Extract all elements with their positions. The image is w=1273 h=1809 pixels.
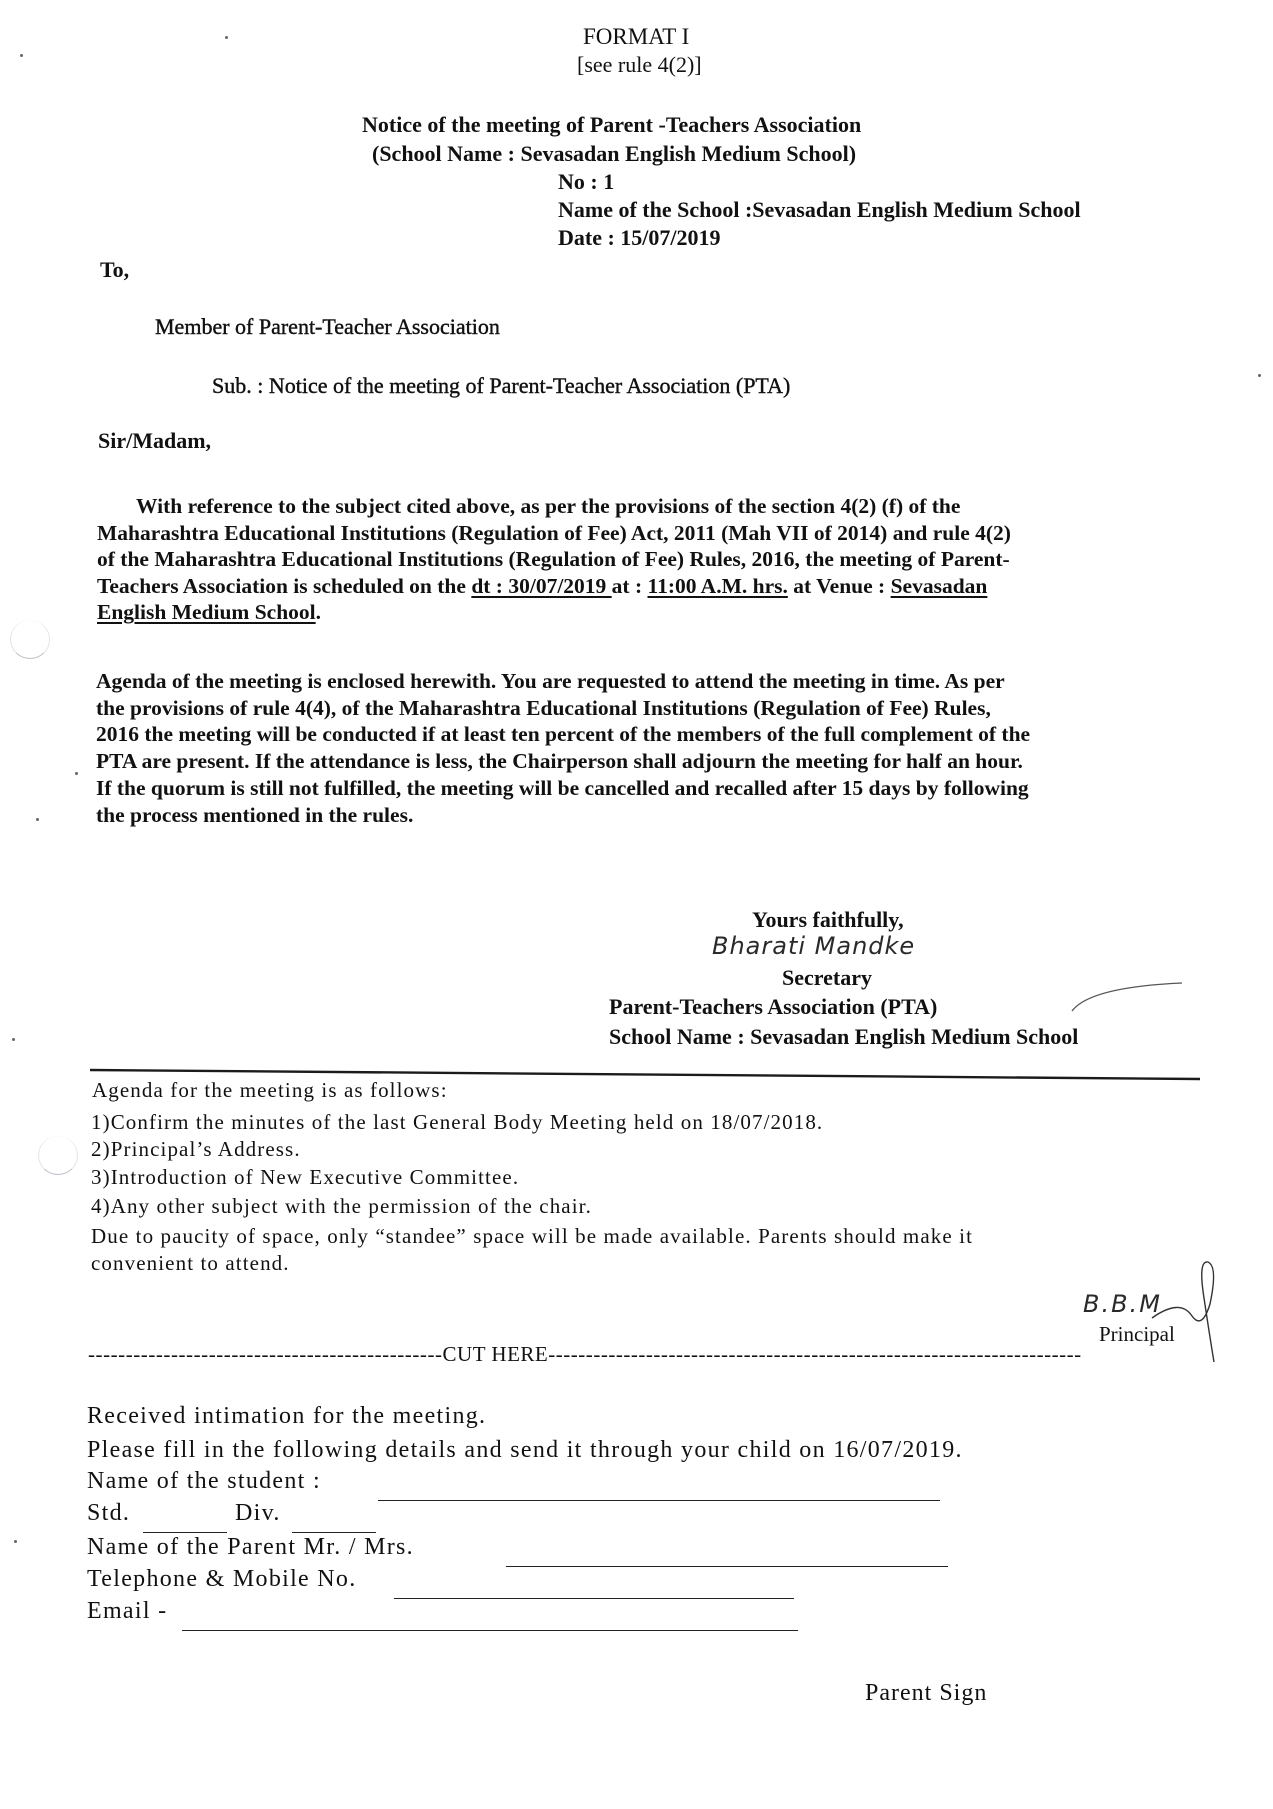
para2-line: the process mentioned in the rules. [96, 802, 414, 827]
cut-dashes-left: ----------------------------------------------- [88, 1342, 443, 1366]
para2-line: the provisions of rule 4(4), of the Maharashtra Educational Institutions (Regulation of Fee) Rules, [96, 695, 991, 720]
std-field[interactable] [143, 1532, 227, 1533]
signatory-org: Parent-Teachers Association (PTA) [609, 994, 938, 1019]
meeting-venue-cont: English Medium School [97, 600, 316, 624]
scan-speck [12, 1038, 15, 1041]
div-label: Div. [235, 1500, 281, 1526]
agenda-note: convenient to attend. [91, 1251, 290, 1275]
pen-stroke-mark [1070, 975, 1190, 1015]
div-field[interactable] [292, 1532, 376, 1533]
phone-field[interactable] [394, 1598, 794, 1599]
scan-speck [75, 772, 78, 775]
scan-speck [225, 36, 228, 39]
meeting-date: dt : 30/07/2019 [471, 573, 612, 598]
para2-line: PTA are present. If the attendance is less, the Chairperson shall adjourn the meeting for half an hour. [96, 749, 1023, 774]
punch-hole-mark [38, 1136, 78, 1175]
para1-line: Maharashtra Educational Institutions (Regulation of Fee) Act, 2011 (Mah VII of 2014) and rule 4(2) [97, 520, 1011, 545]
scan-speck [20, 54, 23, 57]
parent-name-label: Name of the Parent Mr. / Mrs. [87, 1534, 414, 1560]
agenda-item: 1)Confirm the minutes of the last General Body Meeting held on 18/07/2018. [91, 1110, 824, 1134]
agenda-note: Due to paucity of space, only “standee” space will be made available. Parents should make it [91, 1224, 974, 1248]
body-paragraph-reference [97, 493, 1011, 626]
scan-speck [14, 1540, 17, 1543]
notice-number: No : 1 [558, 169, 615, 194]
salutation: Sir/Madam, [98, 428, 212, 453]
principal-label: Principal [1099, 1322, 1175, 1346]
meeting-time: 11:00 A.M. hrs. [647, 573, 788, 598]
school-name-line: (School Name : Sevasadan English Medium School) [372, 141, 857, 166]
notice-title: Notice of the meeting of Parent -Teachers Association [362, 112, 862, 137]
student-name-field[interactable] [378, 1500, 940, 1501]
notice-date: Date : 15/07/2019 [558, 225, 721, 250]
format-title: FORMAT I [583, 24, 690, 49]
body-paragraph-agenda-notice [96, 668, 1030, 828]
email-label: Email - [87, 1598, 168, 1624]
signatory-school: School Name : Sevasadan English Medium School [609, 1024, 1079, 1049]
closing: Yours faithfully, [752, 907, 904, 932]
rule-reference: [see rule 4(2)] [577, 52, 702, 77]
punch-hole-mark [10, 620, 50, 659]
principal-initials: B.B.M [1083, 1290, 1162, 1318]
agenda-item: 3)Introduction of New Executive Committee. [91, 1165, 520, 1189]
signatory-role: Secretary [782, 965, 872, 990]
para1-line: of the Maharashtra Educational Institutions (Regulation of Fee) Rules, 2016, the meeting of Parent- [97, 547, 1010, 571]
secretary-signature: Bharati Mandke [712, 932, 916, 960]
scan-speck [1258, 374, 1261, 377]
name-of-school: Name of the School :Sevasadan English Medium School [558, 197, 1081, 222]
email-field[interactable] [182, 1630, 798, 1631]
para1-line: English Medium School. [97, 600, 322, 624]
parent-name-field[interactable] [506, 1566, 948, 1567]
agenda-item: 4)Any other subject with the permission of the chair. [91, 1194, 592, 1218]
para2-line: 2016 the meeting will be conducted if at least ten percent of the members of the full complement of the [96, 722, 1031, 747]
student-name-label: Name of the student : [87, 1468, 321, 1494]
agenda-heading: Agenda for the meeting is as follows: [92, 1078, 448, 1102]
cut-here-line [88, 1342, 1082, 1367]
para2-line: If the quorum is still not fulfilled, the meeting will be cancelled and recalled after 15 days by following [96, 775, 1029, 800]
subject-line: Sub. : Notice of the meeting of Parent-Teacher Association (PTA) [212, 373, 791, 398]
scan-speck [36, 818, 39, 821]
principal-signature-flourish [1150, 1258, 1230, 1368]
cut-dashes-right: ----------------------------------------------------------------------- [548, 1342, 1082, 1366]
to-label: To, [100, 257, 130, 282]
cut-here-label: CUT HERE [442, 1342, 549, 1366]
form-instruction: Please fill in the following details and send it through your child on 16/07/2019. [87, 1437, 963, 1463]
parent-sign-label: Parent Sign [865, 1680, 988, 1706]
recipient: Member of Parent-Teacher Association [155, 314, 500, 339]
para1-line: Teachers Association is scheduled on the dt : 30/07/2019 at : 11:00 A.M. hrs. at Venue : Sevasadan [97, 573, 988, 598]
meeting-venue: Sevasadan [890, 573, 988, 598]
received-intimation: Received intimation for the meeting. [87, 1403, 487, 1429]
para2-line: Agenda of the meeting is enclosed herewith. You are requested to attend the meeting in time. As per [96, 669, 1005, 693]
para1-line: With reference to the subject cited above, as per the provisions of the section 4(2) (f) of the [136, 494, 961, 518]
agenda-item: 2)Principal’s Address. [91, 1137, 301, 1161]
std-label: Std. [87, 1500, 131, 1526]
phone-label: Telephone & Mobile No. [87, 1566, 357, 1592]
